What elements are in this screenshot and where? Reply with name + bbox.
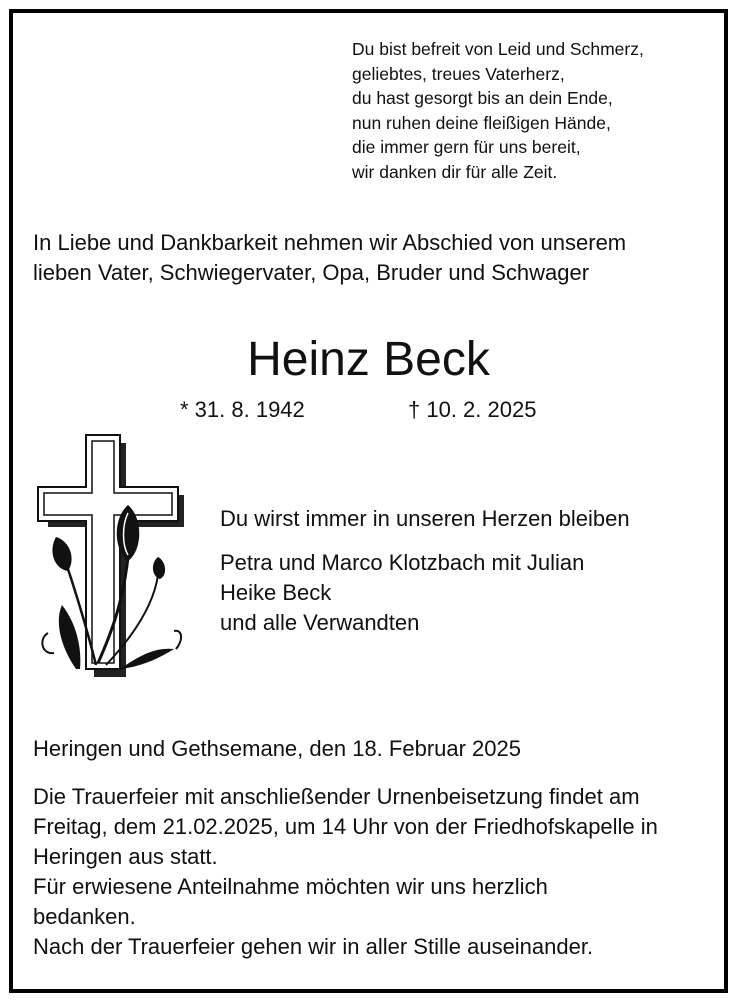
motto: Du wirst immer in unseren Herzen bleiben: [220, 506, 630, 531]
info-line: Die Trauerfeier mit anschließender Urnenbeisetzung findet am: [33, 784, 640, 809]
poem-line: wir danken dir für alle Zeit.: [352, 161, 558, 182]
intro-text: [33, 228, 626, 288]
poem-line: du hast gesorgt bis an dein Ende,: [352, 88, 613, 108]
poem: [352, 37, 644, 184]
place-date: Heringen und Gethsemane, den 18. Februar 2025: [33, 736, 521, 761]
info-line: Freitag, dem 21.02.2025, um 14 Uhr von der Friedhofskapelle in: [33, 814, 658, 839]
birth-date: * 31. 8. 1942: [180, 397, 305, 422]
poem-line: die immer gern für uns bereit,: [352, 137, 581, 157]
mourner-line: Petra und Marco Klotzbach mit Julian: [220, 550, 585, 575]
poem-line: geliebtes, treues Vaterherz,: [352, 63, 565, 84]
funeral-info: [33, 782, 658, 962]
mourners: [220, 548, 584, 638]
mourner-line: und alle Verwandten: [220, 610, 420, 635]
poem-line: nun ruhen deine fleißigen Hände,: [352, 112, 611, 133]
info-line: bedanken.: [33, 904, 136, 929]
deceased-name: Heinz Beck: [247, 333, 490, 386]
intro-line: lieben Vater, Schwiegervater, Opa, Bruder und Schwager: [33, 260, 590, 285]
cross-with-flowers-illustration: [36, 433, 188, 678]
mourner-line: Heike Beck: [220, 580, 332, 605]
cross-icon: [36, 433, 188, 678]
info-line: Nach der Trauerfeier gehen wir in aller Stille auseinander.: [33, 934, 594, 959]
info-line: Heringen aus statt.: [33, 844, 218, 869]
death-date: † 10. 2. 2025: [408, 397, 537, 422]
info-line: Für erwiesene Anteilnahme möchten wir uns herzlich: [33, 874, 548, 899]
intro-line: In Liebe und Dankbarkeit nehmen wir Abschied von unserem: [33, 230, 627, 255]
poem-line: Du bist befreit von Leid und Schmerz,: [352, 39, 644, 59]
